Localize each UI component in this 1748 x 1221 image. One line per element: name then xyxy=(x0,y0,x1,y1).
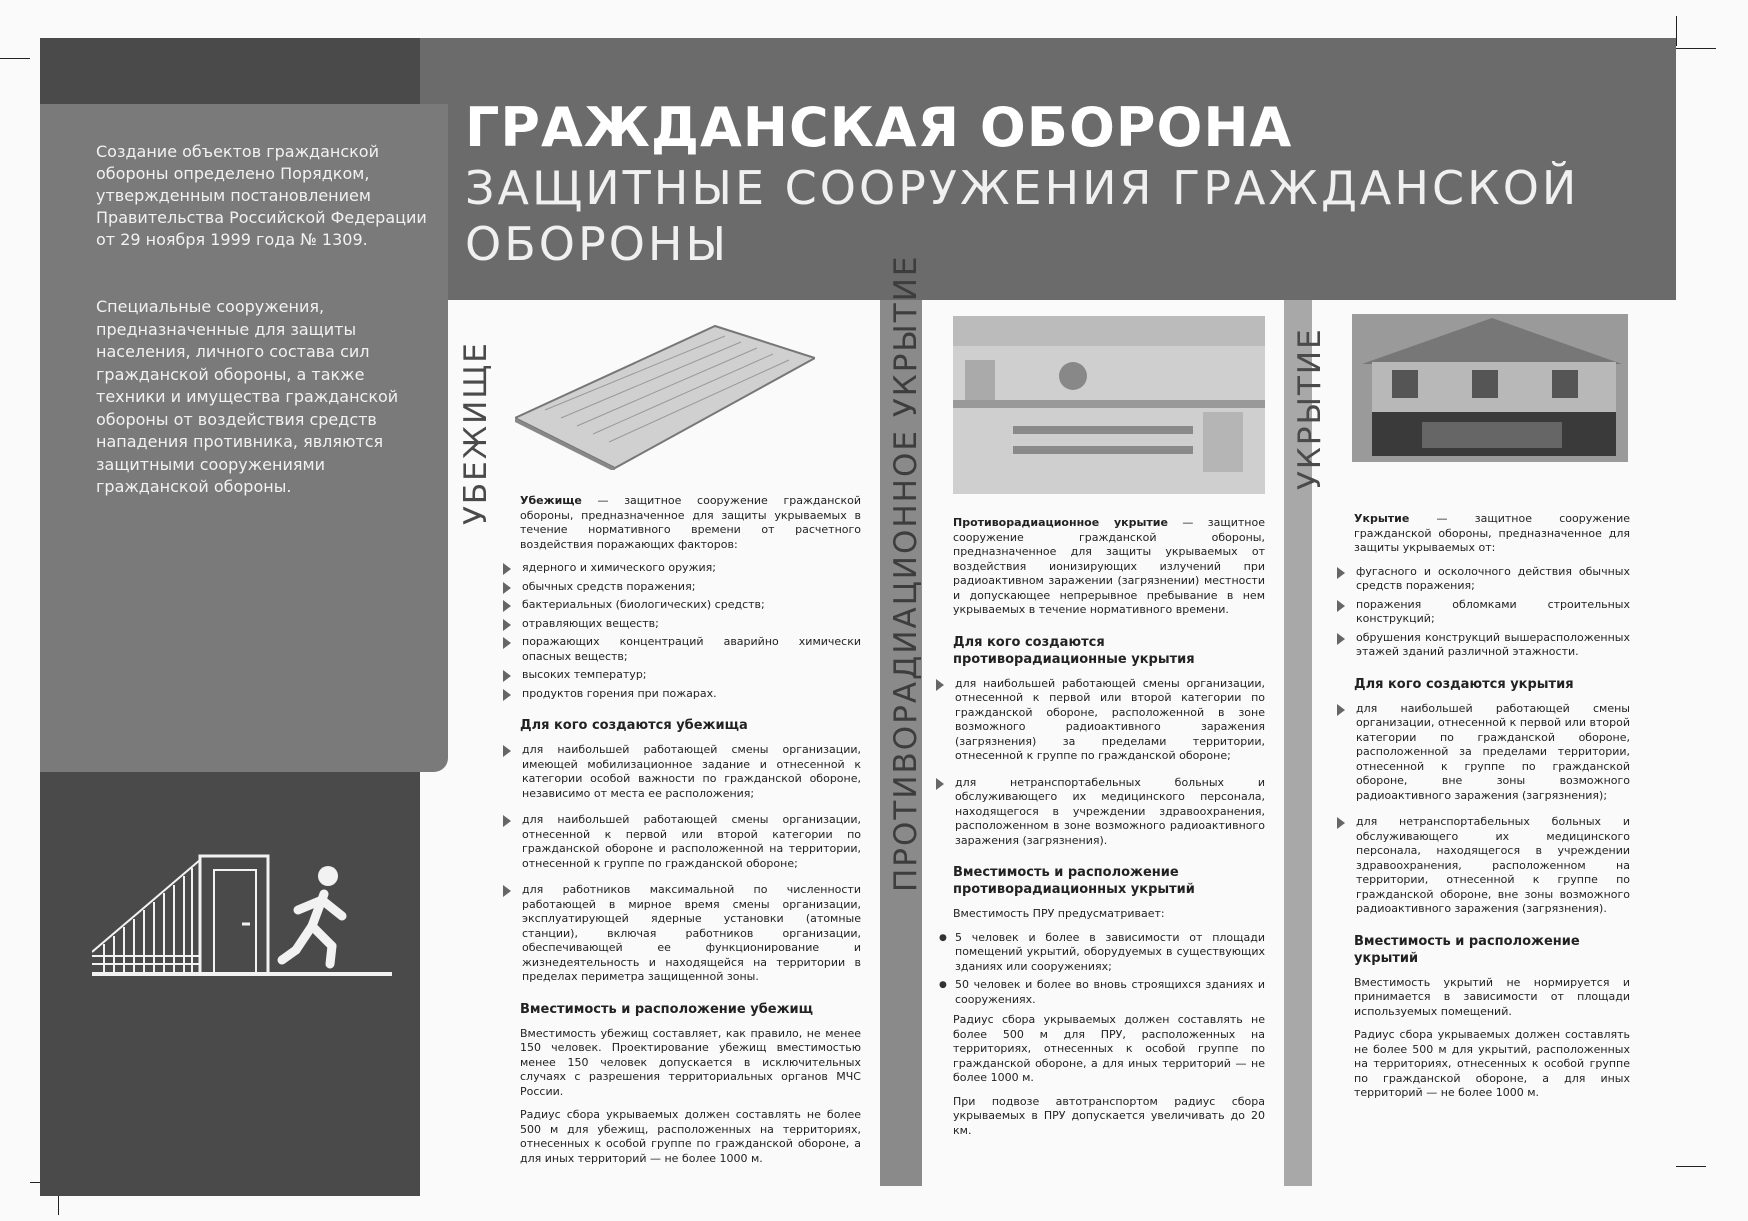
cover-house-illustration xyxy=(1352,314,1628,462)
paragraph: Вместимость убежищ составляет, как правило, не менее 150 человек. Проектирование убежищ вместимостью менее 150 человек допускается в исключительных случаях с разрешения территориальных органов МЧС России. xyxy=(520,1026,861,1098)
column-shelter xyxy=(520,494,861,1175)
crop-mark xyxy=(1676,1166,1706,1167)
factor-list xyxy=(1354,565,1630,660)
section-title-shelter: УБЕЖИЩЕ xyxy=(458,341,494,525)
evacuation-exit-icon xyxy=(92,846,412,986)
crop-mark xyxy=(0,58,30,59)
list-item: для нетранспортабельных больных и обслуживающего их медицинского персонала, находящегося в учреждении здравоохранения, расположенном на территории, отнесенной к группе по гражданской обороне, вне зоны возможного радиоактивного заражения (загрязнения). xyxy=(1356,815,1630,915)
section-heading: Для кого создаются противорадиационные укрытия xyxy=(953,634,1195,667)
section-heading: Для кого создаются убежища xyxy=(520,718,748,733)
section-heading: Вместимость и расположение противорадиационных укрытий xyxy=(953,865,1195,897)
crop-mark xyxy=(1676,16,1677,46)
shelter-definition xyxy=(520,494,861,552)
page-title: ГРАЖДАНСКАЯ ОБОРОНА xyxy=(465,96,1293,159)
paragraph: Радиус сбора укрываемых должен составлять не более 500 м для убежищ, расположенных на территориях, отнесенных к особой группе по гражданской обороне, а для иных территорий — не более 1000 м. xyxy=(520,1108,861,1165)
list-item: ● 50 человек и более во вновь строящихся зданиях и сооружениях. xyxy=(953,978,1265,1007)
list-item: для нетранспортабельных больных и обслуживающего их медицинского персонала, находящегося в учреждении здравоохранения, расположенном в зоне возможного радиоактивного заражения (загрязнения). xyxy=(955,775,1265,847)
list-item: для работников максимальной по численности работающей в мирное время смены организации, эксплуатирующей ядерные установки (атомные станции), включая работников организации, обеспечивающей ее функционирование и жизнедеятельность и находящейся на территории в пределах периметра защищенной зоны. xyxy=(522,883,861,983)
anti-radiation-definition xyxy=(953,516,1265,618)
who-list xyxy=(520,743,861,985)
sidebar-paragraph: Специальные сооружения, предназначенные для защиты населения, личного состава сил гражданской обороны, а также техники и имущества гражданской обороны от воздействия средств нападения противника, являются защитными сооружениями гражданской обороны. xyxy=(96,297,399,496)
list-item: бактериальных (биологических) средств; xyxy=(520,598,861,613)
list-item: высоких температур; xyxy=(520,668,861,683)
paragraph: Вместимость укрытий не нормируется и принимается в зависимости от площади используемых помещений. xyxy=(1354,975,1630,1018)
factor-list xyxy=(520,561,861,701)
column-cover xyxy=(1354,512,1630,1110)
list-item: обычных средств поражения; xyxy=(520,580,861,595)
paragraph: Вместимость ПРУ предусматривает: xyxy=(953,907,1165,920)
definition-text: — защитное сооружение гражданской обороны, предназначенное для защиты укрываемых от воздействия ионизирующих излучений при радиоактивном заражении (загрязнении) местности и допускающее непрерывное пребывание в нем укрываемых в течение нормативного времени. xyxy=(953,516,1265,616)
cover-definition xyxy=(1354,512,1630,556)
list-item: ядерного и химического оружия; xyxy=(520,561,861,576)
term: Противорадиационное укрытие xyxy=(953,516,1168,529)
section-heading: Вместимость и расположение убежищ xyxy=(520,1001,814,1017)
section-title-cover: УКРЫТИЕ xyxy=(1292,327,1328,490)
list-item: для наибольшей работающей смены организации, имеющей мобилизационное задание и отнесенной к категории особой важности по гражданской обороне, независимо от места ее расположения; xyxy=(522,743,861,800)
shelter-plan-illustration xyxy=(515,318,815,470)
list-item: поражения обломками строительных конструкций; xyxy=(1356,597,1630,625)
crop-mark xyxy=(1676,48,1716,49)
term: Укрытие xyxy=(1354,512,1410,525)
who-list xyxy=(1354,702,1630,917)
list-item: отравляющих веществ; xyxy=(520,617,861,632)
anti-radiation-shelter-illustration xyxy=(953,316,1265,494)
list-item: ● 5 человек и более в зависимости от площади помещений укрытий, оборудуемых в существующих зданиях или сооружениях; xyxy=(953,931,1265,975)
list-item: для наибольшей работающей смены организации, отнесенной к первой или второй категории по гражданской обороне и расположенной на территории, отнесенной к группе по гражданской обороне; xyxy=(522,813,861,870)
list-item: для наибольшей работающей смены организации, отнесенной к первой или второй категории по гражданской обороне, расположенной за пределами территории, отнесенной к группе по гражданской обороне, вне зоны возможного радиоактивного заражения (загрязнения); xyxy=(1356,701,1630,802)
definition-text: — защитное сооружение гражданской обороны, предназначенное для защиты укрываемых в течение нормативного времени от расчетного воздействия поражающих факторов: xyxy=(520,494,861,551)
paragraph: При подвозе автотранспортом радиус сбора укрываемых в ПРУ допускается увеличивать до 20 км. xyxy=(953,1094,1265,1137)
sidebar-paragraph: Создание объектов гражданской обороны определено Порядком, утвержденным постановлением Правительства Российской Федерации от 29 ноября 1999 года № 1309. xyxy=(96,142,427,249)
term: Убежище xyxy=(520,494,582,507)
section-heading: Для кого создаются укрытия xyxy=(1354,676,1574,692)
page-subtitle: ЗАЩИТНЫЕ СООРУЖЕНИЯ ГРАЖДАНСКОЙ ОБОРОНЫ xyxy=(465,161,1580,271)
list-item: для наибольшей работающей смены организации, отнесенной к первой или второй категории по гражданской обороне, расположенной в зоне возможного радиоактивного заражения (загрязнения) за пределами территории, отнесенной к группе по гражданской обороне; xyxy=(955,676,1265,762)
capacity-list xyxy=(953,931,1265,1008)
list-item: продуктов горения при пожарах. xyxy=(520,687,861,702)
section-heading: Вместимость и расположение укрытий xyxy=(1354,933,1580,966)
list-item: фугасного и осколочного действия обычных средств поражения; xyxy=(1356,564,1630,592)
paragraph: Радиус сбора укрываемых должен составлять не более 500 м для укрытий, расположенных на территориях, отнесенных к особой группе по гражданской обороне, а для иных территорий — не более 1000 м. xyxy=(1354,1028,1630,1099)
section-title-anti-radiation-shelter: ПРОТИВОРАДИАЦИОННОЕ УКРЫТИЕ xyxy=(888,254,924,892)
column-anti-radiation-shelter xyxy=(953,516,1265,1147)
definition-text: — защитное сооружение гражданской обороны, предназначенное для защиты укрываемых от: xyxy=(1354,512,1630,554)
list-item: поражающих концентраций аварийно химически опасных веществ; xyxy=(522,635,861,663)
who-list xyxy=(953,677,1265,849)
paragraph: Радиус сбора укрываемых должен составлять не более 500 м для ПРУ, расположенных на территориях, отнесенных к особой группе по гражданской обороне, а для иных территорий — не более 1000 м. xyxy=(953,1013,1265,1084)
list-item: обрушения конструкций вышерасположенных этажей зданий различной этажности. xyxy=(1356,630,1630,658)
